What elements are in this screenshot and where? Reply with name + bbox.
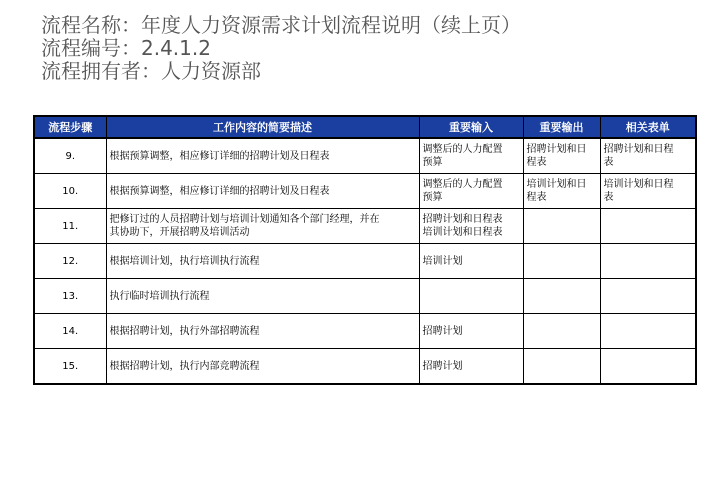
output-cell xyxy=(523,349,600,385)
step-cell: 14. xyxy=(34,314,106,349)
input-cell xyxy=(419,279,523,314)
step-cell: 12. xyxy=(34,244,106,279)
forms-cell-line: 培训计划和日程 xyxy=(603,179,674,190)
description-cell-line: 根据招聘计划，执行内部竞聘流程 xyxy=(109,360,260,372)
step-cell: 9. xyxy=(34,138,106,174)
table-row xyxy=(34,138,696,174)
step-cell: 15. xyxy=(34,349,106,385)
forms-cell xyxy=(600,244,696,279)
description-cell xyxy=(106,209,419,244)
table-body xyxy=(34,138,696,384)
table-row xyxy=(34,209,696,244)
forms-cell xyxy=(600,349,696,385)
description-cell xyxy=(106,349,419,385)
input-cell-line: 预算 xyxy=(422,192,443,203)
forms-cell xyxy=(600,314,696,349)
step-cell: 10. xyxy=(34,174,106,209)
forms-cell-line: 招聘计划和日程 xyxy=(603,144,674,155)
input-cell xyxy=(419,244,523,279)
table-header-row xyxy=(34,116,696,138)
input-cell-line: 招聘计划和日程表 xyxy=(422,214,503,225)
forms-cell-line: 表 xyxy=(603,192,614,203)
description-cell-line: 其协助下，开展招聘及培训活动 xyxy=(109,227,250,238)
input-cell xyxy=(419,314,523,349)
description-cell-line: 执行临时培训执行流程 xyxy=(109,290,210,302)
description-cell-line: 根据培训计划，执行培训执行流程 xyxy=(109,255,260,267)
output-cell xyxy=(523,279,600,314)
description-cell xyxy=(106,138,419,174)
output-cell-line: 招聘计划和日 xyxy=(526,144,587,155)
output-cell xyxy=(523,314,600,349)
input-cell-line: 招聘计划 xyxy=(422,360,463,372)
output-cell xyxy=(523,209,600,244)
column-header-output: 重要输出 xyxy=(523,116,600,138)
forms-cell-line: 表 xyxy=(603,157,614,168)
table-row xyxy=(34,244,696,279)
input-cell-line: 招聘计划 xyxy=(422,325,463,337)
description-cell xyxy=(106,279,419,314)
process-name: 流程名称：年度人力资源需求计划流程说明（续上页） xyxy=(41,13,521,37)
input-cell-line: 培训计划 xyxy=(422,255,463,267)
column-header-forms: 相关表单 xyxy=(600,116,696,138)
input-cell xyxy=(419,138,523,174)
description-cell xyxy=(106,174,419,209)
input-cell-line: 预算 xyxy=(422,157,443,168)
description-cell-line: 把修订过的人员招聘计划与培训计划通知各个部门经理，并在 xyxy=(109,214,380,225)
table-row xyxy=(34,314,696,349)
forms-cell xyxy=(600,279,696,314)
forms-cell xyxy=(600,174,696,209)
input-cell-line: 调整后的人力配置 xyxy=(422,179,503,190)
output-cell-line: 培训计划和日 xyxy=(526,179,587,190)
description-cell-line: 根据预算调整，相应修订详细的招聘计划及日程表 xyxy=(109,185,330,197)
input-cell-line: 调整后的人力配置 xyxy=(422,144,503,155)
table-row xyxy=(34,349,696,385)
table-row xyxy=(34,279,696,314)
process-owner: 流程拥有者：人力资源部 xyxy=(41,59,261,83)
description-cell-line: 根据预算调整，相应修订详细的招聘计划及日程表 xyxy=(109,150,330,162)
column-header-input: 重要输入 xyxy=(419,116,523,138)
input-cell xyxy=(419,174,523,209)
description-cell xyxy=(106,244,419,279)
output-cell xyxy=(523,174,600,209)
column-header-description: 工作内容的简要描述 xyxy=(106,116,419,138)
description-cell xyxy=(106,314,419,349)
step-cell: 11. xyxy=(34,209,106,244)
forms-cell xyxy=(600,138,696,174)
output-cell-line: 程表 xyxy=(526,157,547,168)
input-cell xyxy=(419,209,523,244)
description-cell-line: 根据招聘计划，执行外部招聘流程 xyxy=(109,325,260,337)
input-cell-line: 培训计划和日程表 xyxy=(422,227,503,238)
document-header xyxy=(41,14,521,83)
table-row xyxy=(34,174,696,209)
process-number: 流程编号：2.4.1.2 xyxy=(41,36,211,60)
process-table xyxy=(33,115,697,385)
step-cell: 13. xyxy=(34,279,106,314)
input-cell xyxy=(419,349,523,385)
forms-cell xyxy=(600,209,696,244)
output-cell xyxy=(523,138,600,174)
column-header-step: 流程步骤 xyxy=(34,116,106,138)
output-cell-line: 程表 xyxy=(526,192,547,203)
output-cell xyxy=(523,244,600,279)
